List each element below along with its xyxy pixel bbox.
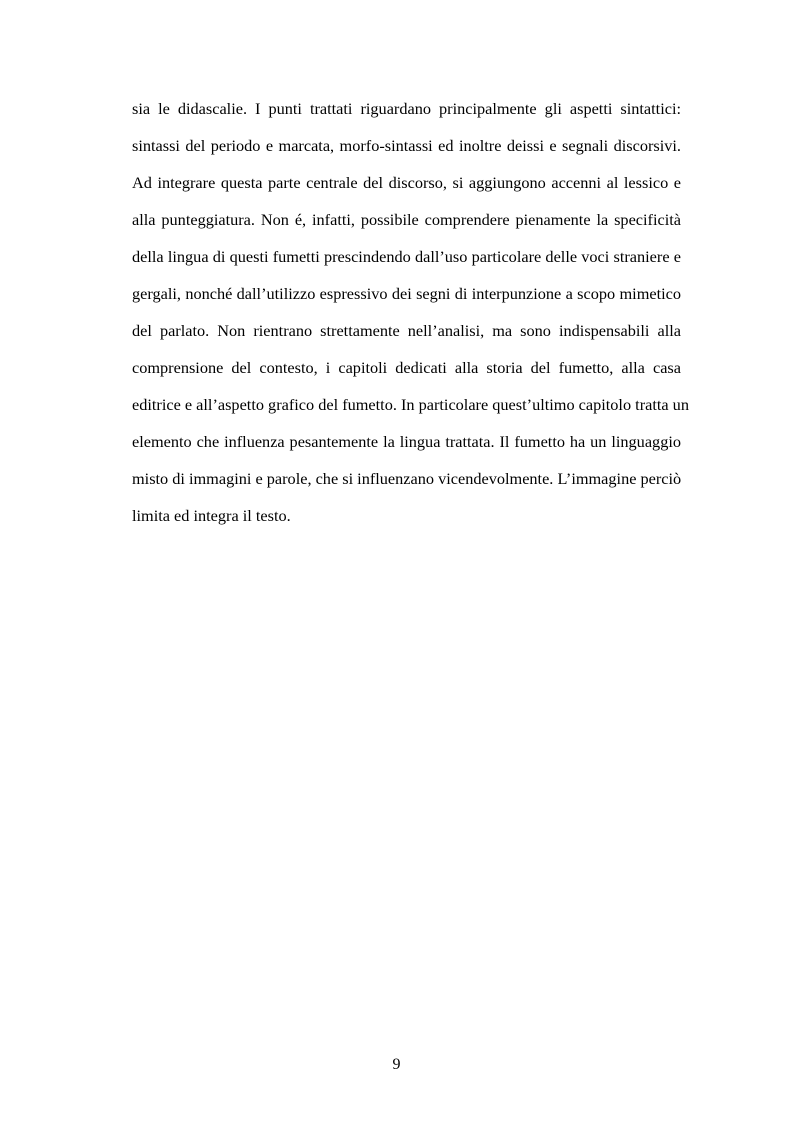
- paragraph-line: della lingua di questi fumetti prescindendo dall’uso particolare delle voci straniere e: [132, 247, 681, 266]
- paragraph-line: editrice e all’aspetto grafico del fumetto. In particolare quest’ultimo capitolo tratta un: [132, 395, 689, 414]
- paragraph-line: sintassi del periodo e marcata, morfo-sintassi ed inoltre deissi e segnali discorsivi.: [132, 136, 681, 155]
- page-number: 9: [392, 1056, 401, 1073]
- paragraph-line: del parlato. Non rientrano strettamente nell’analisi, ma sono indispensabili alla: [132, 321, 681, 340]
- body-paragraph: [132, 90, 689, 534]
- paragraph-line: comprensione del contesto, i capitoli dedicati alla storia del fumetto, alla casa: [132, 358, 681, 377]
- paragraph-line: alla punteggiatura. Non é, infatti, possibile comprendere pienamente la specificità: [132, 210, 681, 229]
- paragraph-line: misto di immagini e parole, che si influenzano vicendevolmente. L’immagine perciò: [132, 469, 682, 488]
- paragraph-line: elemento che influenza pesantemente la lingua trattata. Il fumetto ha un linguaggio: [132, 432, 681, 451]
- paragraph-line: sia le didascalie. I punti trattati riguardano principalmente gli aspetti sintattici:: [132, 99, 681, 118]
- paragraph-line: Ad integrare questa parte centrale del discorso, si aggiungono accenni al lessico e: [132, 173, 681, 192]
- paragraph-line: limita ed integra il testo.: [132, 506, 291, 525]
- paragraph-line: gergali, nonché dall’utilizzo espressivo dei segni di interpunzione a scopo mimetico: [132, 284, 681, 303]
